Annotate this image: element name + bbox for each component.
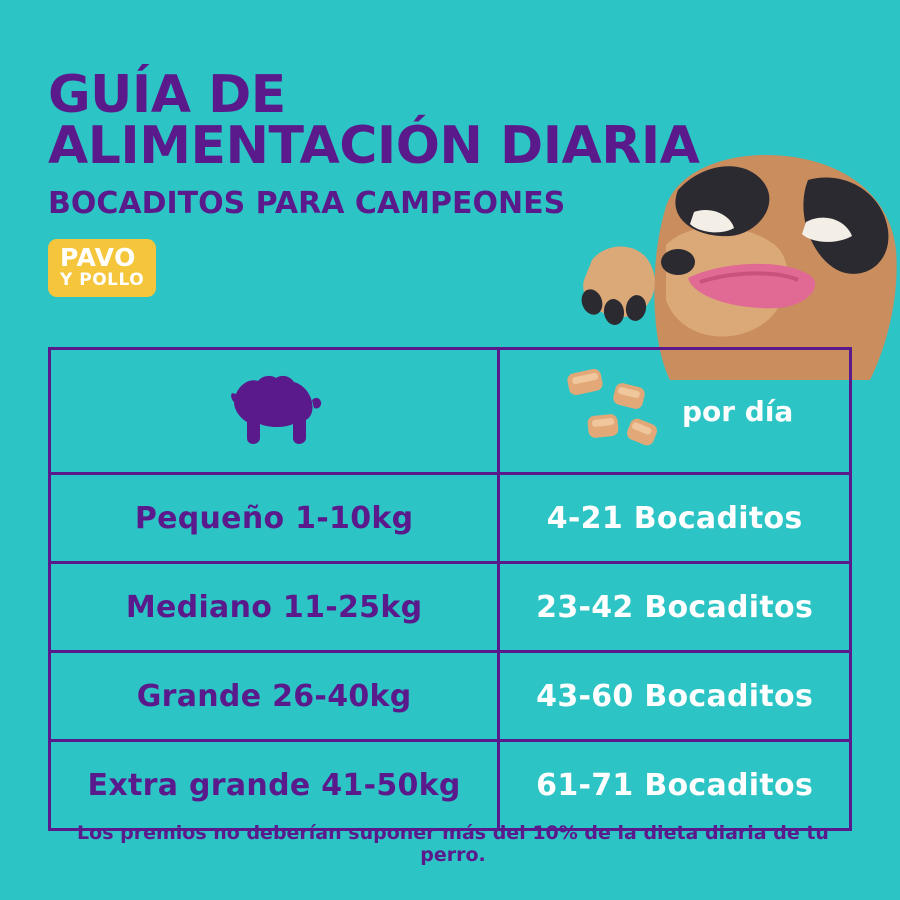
flavor-badge xyxy=(48,239,156,297)
dog-size-cell: Mediano 11-25kg xyxy=(50,563,499,652)
table-row xyxy=(50,652,851,741)
table-row xyxy=(50,563,851,652)
per-day-label: por día xyxy=(681,394,794,428)
treat-amount-cell: 23-42 Bocaditos xyxy=(499,563,851,652)
dog-size-cell: Grande 26-40kg xyxy=(50,652,499,741)
page-title: GUÍA DE ALIMENTACIÓN DIARIA xyxy=(48,65,700,176)
per-day-header-cell xyxy=(499,349,851,474)
table-header-row xyxy=(50,349,851,474)
dog-size-cell: Pequeño 1-10kg xyxy=(50,474,499,563)
header xyxy=(48,65,748,297)
page-subtitle: BOCADITOS PARA CAMPEONES xyxy=(48,185,566,221)
treat-amount-cell: 43-60 Bocaditos xyxy=(499,652,851,741)
footnote: Los premios no deberían suponer más del 10% de la dieta diaria de tu perro. xyxy=(77,822,829,866)
flavor-badge-line1: PAVO xyxy=(60,242,136,272)
table-row xyxy=(50,741,851,830)
dog-size-cell: Extra grande 41-50kg xyxy=(50,741,499,830)
dog-size-header-cell xyxy=(50,349,499,474)
feeding-table xyxy=(48,347,852,831)
treat-amount-cell: 61-71 Bocaditos xyxy=(499,741,851,830)
treat-amount-cell: 4-21 Bocaditos xyxy=(499,474,851,563)
table-row xyxy=(50,474,851,563)
dog-silhouette-icon xyxy=(226,431,322,450)
flavor-badge-line2: Y POLLO xyxy=(60,269,145,290)
treats-icon xyxy=(562,363,672,459)
